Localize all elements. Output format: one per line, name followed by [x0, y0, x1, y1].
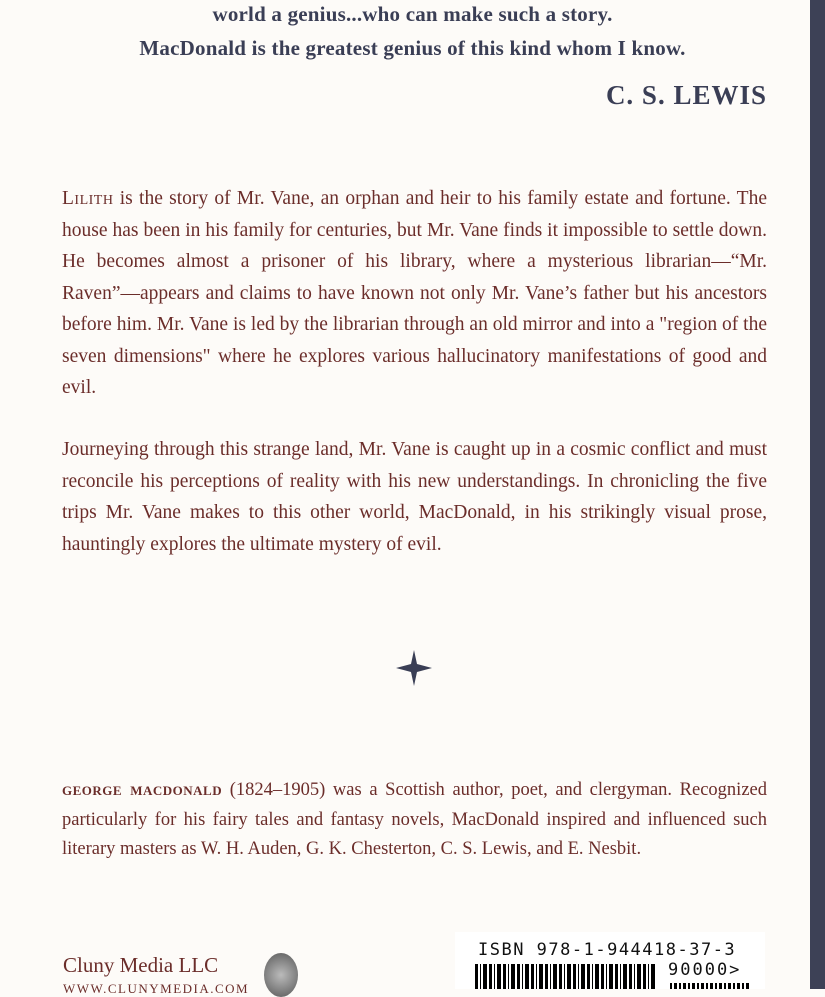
author-bio-text: (1824–1905) was a Scottish author, poet, and clergyman. Recognized particularly for his fairy tales and fantasy novels, MacDonald inspired and influenced such literary masters as W. H. Auden, G. K. Chesterton, C. S. Lewis, and E. Nesbit.: [62, 780, 767, 859]
spine-edge: [810, 0, 825, 989]
price-code: 90000>: [668, 960, 742, 980]
book-title: Lilith: [62, 188, 114, 209]
quote-line-2: MacDonald is the greatest genius of this kind whom I know.: [139, 36, 686, 60]
description-text: is the story of Mr. Vane, an orphan and heir to his family estate and fortune. The house has been in his family for centuries, but Mr. Vane finds it impossible to settle down. He becomes almost a prisoner of his library, where a mysterious librarian—“Mr. Raven”—appears and claims to have known not only Mr. Vane’s father but his ancestors before him. Mr. Vane is led by the librarian through an old mirror and into a "region of the seven dimensions" where he explores various hallucinatory manifestations of good and evil.: [62, 188, 767, 398]
barcode: [475, 964, 655, 989]
author-bio: [62, 776, 767, 865]
quote-attribution: C. S. LEWIS: [605, 80, 767, 110]
publisher-url: WWW.CLUNYMEDIA.COM: [63, 981, 250, 996]
publisher-seal-logo: [264, 953, 298, 997]
publisher-name: Cluny Media LLC: [63, 953, 219, 977]
four-point-cross-icon: [396, 650, 432, 686]
description-paragraph-2: Journeying through this strange land, Mr. Vane is caught up in a cosmic conflict and must reconcile his perceptions of reality with his new understandings. In chronicling the five trips Mr. Vane makes to this other world, MacDonald, in his strikingly visual prose, hauntingly explores the ultimate mystery of evil.: [62, 439, 767, 555]
isbn-text: ISBN 978-1-944418-37-3: [478, 940, 737, 960]
price-barcode: [670, 983, 750, 989]
quote-line-1: world a genius...who can make such a story.: [212, 2, 613, 26]
description-paragraph-1: [62, 183, 767, 404]
author-name: george macdonald: [62, 780, 223, 800]
